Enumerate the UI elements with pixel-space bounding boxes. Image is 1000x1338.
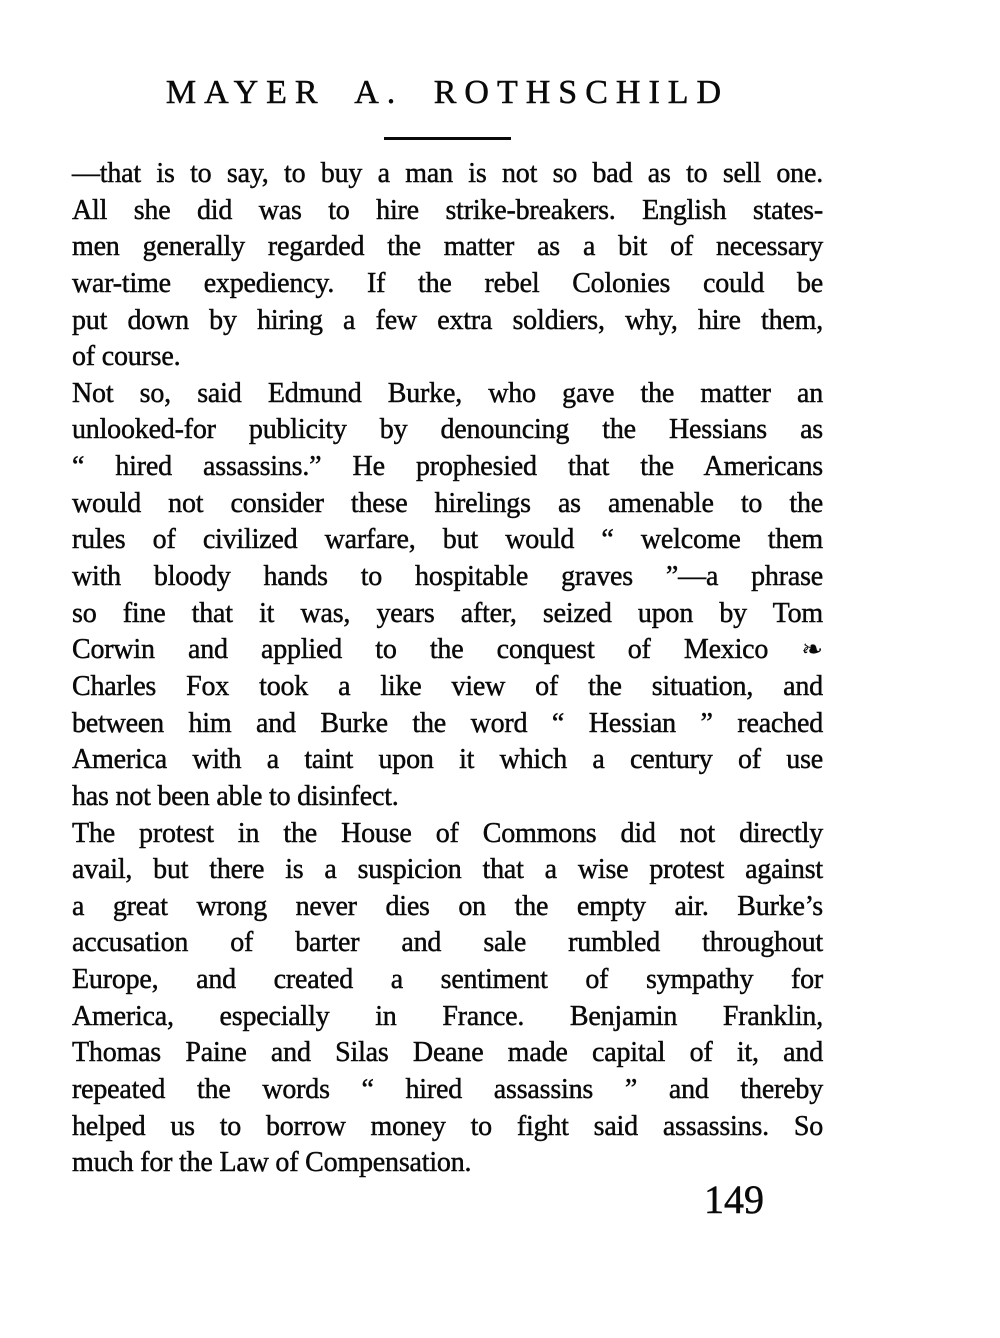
text-line: a great wrong never dies on the empty air. Burke’s	[72, 890, 823, 922]
title-rule	[384, 137, 511, 140]
text-line: The protest in the House of Commons did not directly	[72, 817, 823, 849]
text-line: of course.	[72, 341, 181, 373]
text-line: men generally regarded the matter as a bit of necessary	[72, 231, 823, 263]
text-line: America with a taint upon it which a century of use	[72, 744, 823, 776]
text-line: rules of civilized warfare, but would “ welcome them	[72, 524, 823, 556]
text-line: accusation of barter and sale rumbled throughout	[72, 927, 823, 959]
fleuron-ornament: ❧	[801, 635, 823, 666]
text-line: Europe, and created a sentiment of sympathy for	[72, 964, 823, 996]
text-line: unlooked-for publicity by denouncing the Hessians as	[72, 414, 823, 446]
text-line: Thomas Paine and Silas Deane made capital of it, and	[72, 1037, 823, 1069]
text-line: with bloody hands to hospitable graves ”—a phrase	[72, 561, 823, 593]
paragraph	[72, 156, 823, 376]
text-line: has not been able to disinfect.	[72, 780, 399, 812]
paragraph	[72, 816, 823, 1182]
text-line: avail, but there is a suspicion that a wise protest against	[72, 854, 823, 886]
text-line: Charles Fox took a like view of the situation, and	[72, 670, 823, 702]
text-line: helped us to borrow money to fight said assassins. So	[72, 1110, 823, 1142]
text-line: America, especially in France. Benjamin Franklin,	[72, 1000, 823, 1032]
text-line: so fine that it was, years after, seized upon by Tom	[72, 597, 823, 629]
text-line: Not so, said Edmund Burke, who gave the matter an	[72, 377, 823, 409]
text-line: “ hired assassins.” He prophesied that the Americans	[72, 451, 823, 483]
page-number: 149	[704, 1177, 764, 1222]
text-line: much for the Law of Compensation.	[72, 1147, 472, 1179]
text-line: —that is to say, to buy a man is not so bad as to sell one.	[72, 158, 823, 189]
text-line: repeated the words “ hired assassins ” and thereby	[72, 1074, 823, 1106]
page-title: MAYER A. ROTHSCHILD	[165, 74, 730, 111]
text-line: put down by hiring a few extra soldiers, why, hire them,	[72, 304, 823, 336]
text-line: war-time expediency. If the rebel Colonies could be	[72, 267, 823, 299]
text-line: would not consider these hirelings as amenable to the	[72, 487, 823, 519]
text-line: All she did was to hire strike-breakers. English states-	[72, 194, 823, 226]
body-text	[72, 156, 823, 1182]
text-line: Corwin and applied to the conquest of Mexico ❧	[72, 634, 823, 666]
paragraph	[72, 376, 823, 816]
text-line: between him and Burke the word “ Hessian ” reached	[72, 707, 823, 739]
